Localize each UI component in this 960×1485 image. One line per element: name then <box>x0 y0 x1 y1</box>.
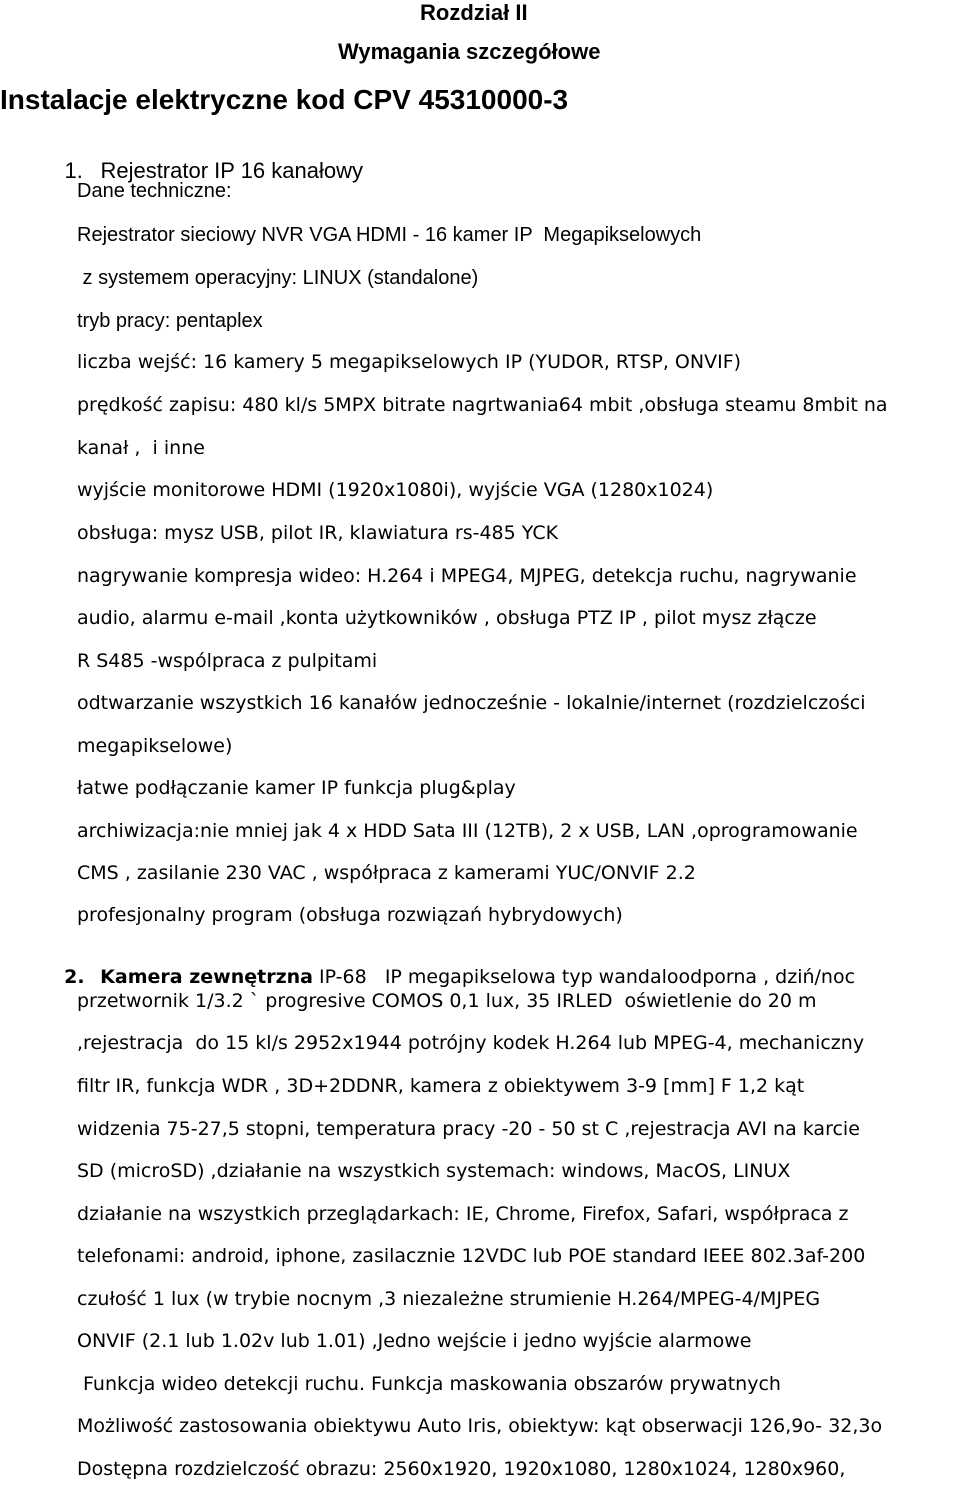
spec-line: kanał , i inne <box>77 437 205 459</box>
spec-line: odtwarzanie wszystkich 16 kanałów jednocześnie - lokalnie/internet (rozdzielczości <box>77 692 866 714</box>
chapter-heading: Rozdział II <box>420 0 528 25</box>
spec-line: archiwizacja:nie mniej jak 4 x HDD Sata III (12TB), 2 x USB, LAN ,oprogramowanie <box>77 820 858 842</box>
spec-line: łatwe podłączanie kamer IP funkcja plug&play <box>77 777 516 799</box>
page-title: Instalacje elektryczne kod CPV 45310000-3 <box>0 84 569 115</box>
spec-line: z systemem operacyjny: LINUX (standalone) <box>77 267 479 289</box>
spec-line: tryb pracy: pentaplex <box>77 310 263 332</box>
spec-line: filtr IR, funkcja WDR , 3D+2DDNR, kamera z obiektywem 3-9 [mm] F 1,2 kąt <box>77 1075 805 1097</box>
spec-line: czułość 1 lux (w trybie nocnym ,3 niezależne strumienie H.264/MPEG-4/MJPEG <box>77 1288 821 1310</box>
spec-line: ,rejestracja do 15 kl/s 2952x1944 potrójny kodek H.264 lub MPEG-4, mechaniczny <box>77 1032 865 1054</box>
spec-line: Dane techniczne: <box>77 180 232 202</box>
spec-line: przetwornik 1/3.2 ` progresive COMOS 0,1 lux, 35 IRLED oświetlenie do 20 m <box>77 990 817 1012</box>
item-2-title: Kamera zewnętrzna <box>100 966 313 988</box>
spec-line: SD (microSD) ,działanie na wszystkich systemach: windows, MacOS, LINUX <box>77 1160 791 1182</box>
spec-line: profesjonalny program (obsługa rozwiązań hybrydowych) <box>77 904 623 926</box>
spec-line: audio, alarmu e-mail ,konta użytkowników , obsługa PTZ IP , pilot mysz złącze <box>77 607 817 629</box>
spec-line: Dostępna rozdzielczość obrazu: 2560x1920, 1920x1080, 1280x1024, 1280x960, <box>77 1458 846 1480</box>
section-subtitle: Wymagania szczegółowe <box>338 39 601 64</box>
item-2-number: 2. <box>64 966 85 988</box>
spec-line: obsługa: mysz USB, pilot IR, klawiatura rs-485 YCK <box>77 522 559 544</box>
spec-line: nagrywanie kompresja wideo: H.264 i MPEG4, MJPEG, detekcja ruchu, nagrywanie <box>77 565 857 587</box>
spec-line: Funkcja wideo detekcji ruchu. Funkcja maskowania obszarów prywatnych <box>77 1373 781 1395</box>
spec-line: megapikselowe) <box>77 735 233 757</box>
spec-line: ONVIF (2.1 lub 1.02v lub 1.01) ,Jedno wejście i jedno wyjście alarmowe <box>77 1330 752 1352</box>
item-1-number: 1. <box>64 158 83 183</box>
item-2-title-rest: IP-68 IP megapikselowa typ wandaloodporna , dziń/noc <box>312 966 856 988</box>
spec-line: działanie na wszystkich przeglądarkach: IE, Chrome, Firefox, Safari, współpraca z <box>77 1203 849 1225</box>
spec-line: liczba wejść: 16 kamery 5 megapikselowych IP (YUDOR, RTSP, ONVIF) <box>77 351 742 373</box>
spec-line: wyjście monitorowe HDMI (1920x1080i), wyjście VGA (1280x1024) <box>77 479 714 501</box>
spec-line: telefonami: android, iphone, zasilacznie 12VDC lub POE standard IEEE 802.3af-200 <box>77 1245 866 1267</box>
spec-line: R S485 -wspólpraca z pulpitami <box>77 650 378 672</box>
spec-line: CMS , zasilanie 230 VAC , współpraca z kamerami YUC/ONVIF 2.2 <box>77 862 696 884</box>
spec-line: Możliwość zastosowania obiektywu Auto Iris, obiektyw: kąt obserwacji 126,9o- 32,3o <box>77 1415 883 1437</box>
spec-line: Rejestrator sieciowy NVR VGA HDMI - 16 kamer IP Megapikselowych <box>77 224 702 246</box>
spec-line: prędkość zapisu: 480 kl/s 5MPX bitrate nagrtwania64 mbit ,obsługa steamu 8mbit na <box>77 394 888 416</box>
item-1-title: Rejestrator IP 16 kanałowy <box>100 158 363 183</box>
spec-line: widzenia 75-27,5 stopni, temperatura pracy -20 - 50 st C ,rejestracja AVI na karcie <box>77 1118 860 1140</box>
